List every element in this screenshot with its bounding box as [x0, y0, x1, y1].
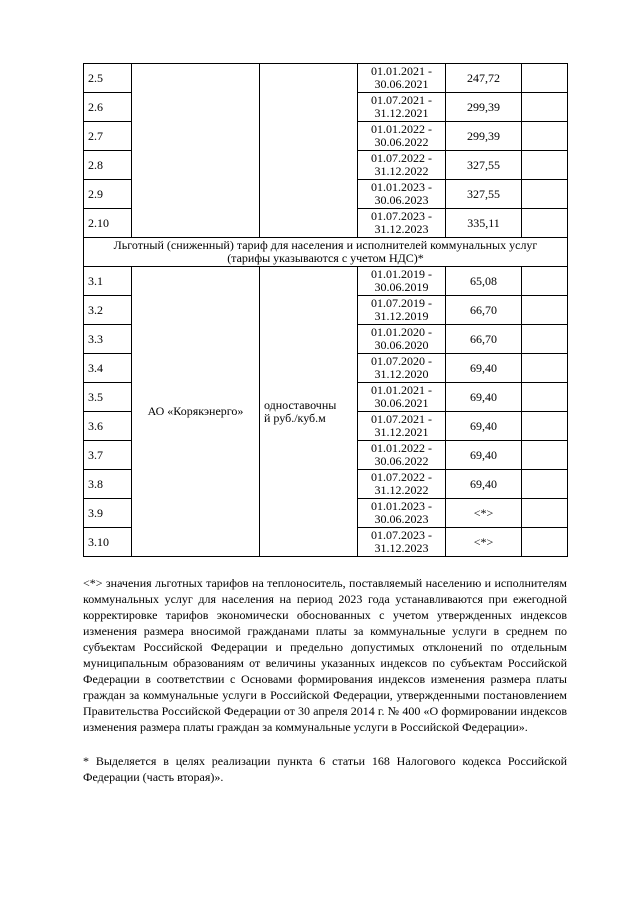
empty-cell [522, 499, 568, 528]
tariff-table [83, 63, 568, 557]
period-from: 01.07.2022 - [371, 151, 432, 165]
period-to: 31.12.2023 [374, 222, 429, 236]
row-number: 3.2 [84, 296, 132, 325]
section-header-row [84, 238, 568, 267]
period-from: 01.07.2019 - [371, 296, 432, 310]
period-cell [358, 325, 446, 354]
period-from: 01.01.2019 - [371, 267, 432, 281]
empty-cell [522, 528, 568, 557]
tariff-value: 335,11 [446, 209, 522, 238]
tariff-value: 65,08 [446, 267, 522, 296]
section-title-line1: Льготный (сниженный) тариф для населения и исполнителей коммунальных услуг [113, 238, 538, 252]
period-to: 30.06.2022 [374, 135, 429, 149]
period-cell [358, 267, 446, 296]
period-cell [358, 499, 446, 528]
empty-cell [522, 354, 568, 383]
empty-cell [522, 122, 568, 151]
period-cell [358, 93, 446, 122]
tariff-value: 69,40 [446, 412, 522, 441]
row-number: 2.6 [84, 93, 132, 122]
row-number: 3.9 [84, 499, 132, 528]
row-number: 2.5 [84, 64, 132, 93]
tariff-value: 66,70 [446, 296, 522, 325]
period-to: 30.06.2021 [374, 77, 429, 91]
period-to: 30.06.2022 [374, 454, 429, 468]
row-number: 3.3 [84, 325, 132, 354]
period-to: 31.12.2022 [374, 164, 429, 178]
period-to: 30.06.2023 [374, 193, 429, 207]
org-cell-empty [132, 64, 260, 238]
tariff-value: 327,55 [446, 151, 522, 180]
tariff-value: 299,39 [446, 122, 522, 151]
empty-cell [522, 151, 568, 180]
empty-cell [522, 325, 568, 354]
period-cell [358, 151, 446, 180]
empty-cell [522, 470, 568, 499]
period-to: 30.06.2019 [374, 280, 429, 294]
footnote-lgotnye: <*> значения льготных тарифов на теплоноситель, поставляемый населению и исполнителям коммунальных услуг для населения на период 2023 года устанавливаются при ежегодной корректировке тарифов экономически обоснованных с учетом утвержденных индексов изменения размера вносимой гражданами платы за коммунальные услуги в среднем по субъектам Российской Федерации и предельно допустимых отклонений по отдельным муниципальным образованиям от величины указанных индексов по субъектам Российской Федерации в соответствии с Основами формирования индексов изменения размера платы граждан за коммунальные услуги в Российской Федерации, утвержденными постановлением Правительства Российской Федерации от 30 апреля 2014 г. № 400 «О формировании индексов изменения размера платы граждан за коммунальные услуги в Российской Федерации». [83, 576, 567, 734]
empty-cell [522, 93, 568, 122]
tariff-value: 299,39 [446, 93, 522, 122]
tariff-unit [260, 267, 358, 557]
period-from: 01.01.2023 - [371, 180, 432, 194]
period-to: 31.12.2020 [374, 367, 429, 381]
table-row [84, 64, 568, 93]
tariff-value: <*> [446, 499, 522, 528]
period-cell [358, 383, 446, 412]
empty-cell [522, 64, 568, 93]
row-number: 3.5 [84, 383, 132, 412]
period-cell [358, 180, 446, 209]
period-cell [358, 122, 446, 151]
tariff-value: 327,55 [446, 180, 522, 209]
tariff-value: <*> [446, 528, 522, 557]
tariff-value: 69,40 [446, 441, 522, 470]
period-to: 31.12.2019 [374, 309, 429, 323]
section-title-line2: (тарифы указываются с учетом НДС)* [227, 251, 424, 265]
tariff-value: 69,40 [446, 470, 522, 499]
empty-cell [522, 267, 568, 296]
empty-cell [522, 209, 568, 238]
row-number: 3.4 [84, 354, 132, 383]
period-from: 01.01.2021 - [371, 383, 432, 397]
period-cell [358, 64, 446, 93]
period-to: 31.12.2021 [374, 106, 429, 120]
period-to: 30.06.2021 [374, 396, 429, 410]
row-number: 3.7 [84, 441, 132, 470]
period-cell [358, 470, 446, 499]
tariff-unit-line2: й руб./куб.м [264, 410, 326, 425]
tariff-unit-line1: одноставочны [264, 397, 337, 412]
tariff-value: 69,40 [446, 354, 522, 383]
organization-name: АО «Корякэнерго» [132, 267, 260, 557]
period-cell [358, 412, 446, 441]
tariff-value: 66,70 [446, 325, 522, 354]
row-number: 3.6 [84, 412, 132, 441]
row-number: 2.10 [84, 209, 132, 238]
period-cell [358, 354, 446, 383]
period-from: 01.07.2022 - [371, 470, 432, 484]
unit-cell-empty [260, 64, 358, 238]
row-number: 2.8 [84, 151, 132, 180]
row-number: 3.8 [84, 470, 132, 499]
period-from: 01.07.2023 - [371, 528, 432, 542]
footnote-nds: * Выделяется в целях реализации пункта 6 статьи 168 Налогового кодекса Российской Федерации (часть вторая)». [83, 754, 567, 784]
period-cell [358, 296, 446, 325]
period-cell [358, 441, 446, 470]
period-from: 01.07.2020 - [371, 354, 432, 368]
row-number: 2.9 [84, 180, 132, 209]
period-to: 31.12.2023 [374, 541, 429, 555]
period-from: 01.01.2020 - [371, 325, 432, 339]
empty-cell [522, 296, 568, 325]
empty-cell [522, 180, 568, 209]
period-from: 01.01.2022 - [371, 122, 432, 136]
tariff-table-body [84, 64, 568, 557]
period-from: 01.01.2022 - [371, 441, 432, 455]
table-row [84, 267, 568, 296]
period-to: 31.12.2021 [374, 425, 429, 439]
period-cell [358, 528, 446, 557]
period-from: 01.01.2021 - [371, 64, 432, 78]
empty-cell [522, 441, 568, 470]
period-from: 01.07.2021 - [371, 412, 432, 426]
period-from: 01.01.2023 - [371, 499, 432, 513]
period-from: 01.07.2023 - [371, 209, 432, 223]
footnotes [83, 575, 567, 785]
period-to: 31.12.2022 [374, 483, 429, 497]
section-title [84, 238, 568, 267]
period-cell [358, 209, 446, 238]
period-to: 30.06.2023 [374, 512, 429, 526]
row-number: 3.1 [84, 267, 132, 296]
period-from: 01.07.2021 - [371, 93, 432, 107]
period-to: 30.06.2020 [374, 338, 429, 352]
row-number: 2.7 [84, 122, 132, 151]
empty-cell [522, 412, 568, 441]
empty-cell [522, 383, 568, 412]
row-number: 3.10 [84, 528, 132, 557]
tariff-value: 247,72 [446, 64, 522, 93]
tariff-value: 69,40 [446, 383, 522, 412]
